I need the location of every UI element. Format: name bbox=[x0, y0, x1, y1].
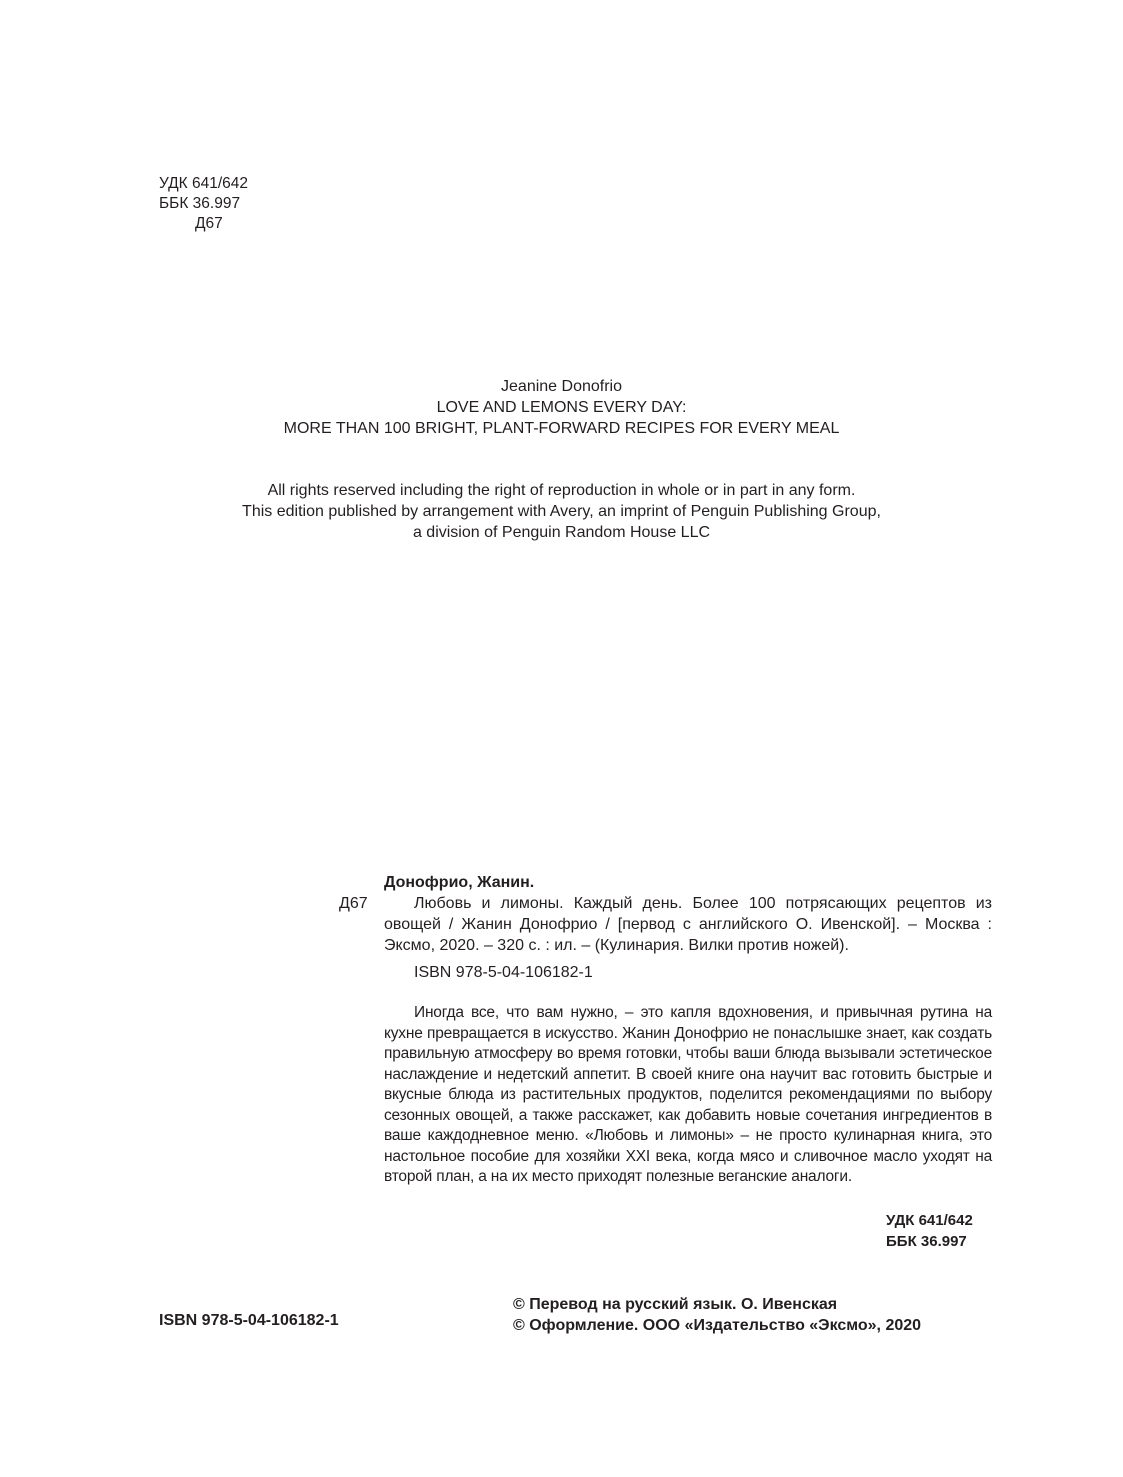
copyright-translation: © Перевод на русский язык. О. Ивенская bbox=[513, 1296, 838, 1313]
bib-author: Донофрио, Жанин. bbox=[384, 874, 535, 891]
copyright-block bbox=[513, 1294, 921, 1336]
bib-code: Д67 bbox=[339, 895, 368, 912]
udk-code: УДК 641/642 bbox=[159, 175, 249, 192]
original-title-line1: LOVE AND LEMONS EVERY DAY: bbox=[436, 399, 687, 416]
classification-top bbox=[159, 174, 248, 234]
isbn-bottom: ISBN 978-5-04-106182-1 bbox=[159, 1312, 339, 1329]
bib-description: Любовь и лимоны. Каждый день. Более 100 потрясающих рецептов из овощей / Жанин Донофрио / [первод с английского О. Ивенской]. – Москва : Эксмо, 2020. – 320 с. : ил. – (Кулинария. Вилки против ножей). bbox=[384, 895, 992, 954]
classification-right bbox=[886, 1210, 973, 1252]
bib-isbn: ISBN 978-5-04-106182-1 bbox=[414, 964, 593, 981]
rights-line3: a division of Penguin Random House LLC bbox=[412, 524, 711, 541]
rights-notice bbox=[0, 480, 1123, 543]
bbk-code-right: ББК 36.997 bbox=[886, 1233, 967, 1250]
rights-line2: This edition published by arrangement with Avery, an imprint of Penguin Publishing Group, bbox=[242, 503, 881, 520]
original-author: Jeanine Donofrio bbox=[501, 378, 622, 395]
author-mark: Д67 bbox=[195, 215, 223, 232]
bibliographic-record bbox=[339, 872, 992, 983]
rights-line1: All rights reserved including the right of reproduction in whole or in part in any form. bbox=[267, 482, 856, 499]
annotation: Иногда все, что вам нужно, – это капля вдохновения, и привычная рутина на кухне превращается в искусство. Жанин Донофрио не понаслышке знает, как создать правильную атмосферу во время готовки, чтобы ваши блюда вызывали эстетическое наслаждение и недетский аппетит. В своей книге она научит вас готовить быстрые и вкусные блюда из растительных продуктов, поделится рекомендациями по выбору сезонных овощей, а также расскажет, как добавить новые сочетания ингредиентов в ваше каждодневное меню. «Любовь и лимоны» – не просто кулинарная книга, это настольное пособие для хозяйки XXI века, когда мясо и сливочное масло уходят на второй план, а на их место приходят полезные веганские аналоги. bbox=[384, 1004, 992, 1185]
copyright-design: © Оформление. ООО «Издательство «Эксмо», 2020 bbox=[513, 1317, 922, 1334]
original-credits bbox=[0, 376, 1123, 439]
original-title-line2: MORE THAN 100 BRIGHT, PLANT-FORWARD RECIPES FOR EVERY MEAL bbox=[283, 420, 840, 437]
udk-code-right: УДК 641/642 bbox=[886, 1212, 973, 1229]
bbk-code: ББК 36.997 bbox=[159, 195, 241, 212]
